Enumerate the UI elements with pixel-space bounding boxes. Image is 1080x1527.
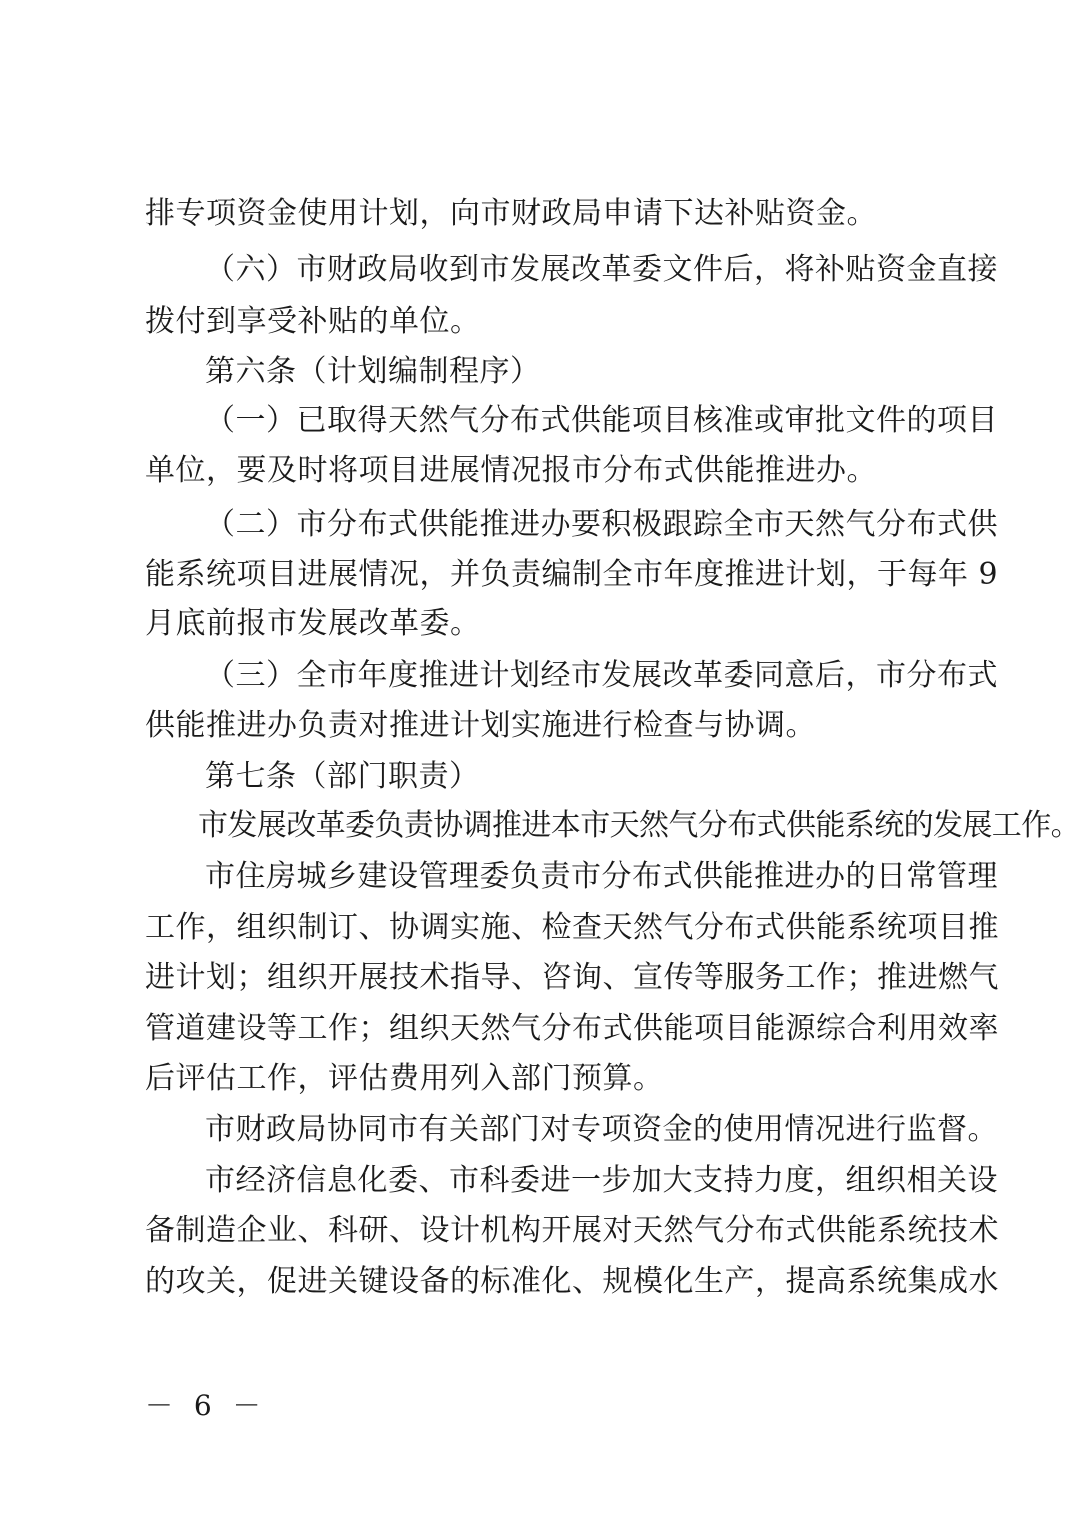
text-line: （三）全市年度推进计划经市发展改革委同意后，市分布式 xyxy=(205,658,998,693)
text-line: 管道建设等工作；组织天然气分布式供能项目能源综合利用效率 xyxy=(145,1011,999,1046)
text-line: （六）市财政局收到市发展改革委文件后，将补贴资金直接 xyxy=(205,252,998,287)
text-line: 工作，组织制订、协调实施、检查天然气分布式供能系统项目推 xyxy=(145,910,999,945)
text-line: 市经济信息化委、市科委进一步加大支持力度，组织相关设 xyxy=(205,1163,998,1198)
page-number: － 6 － xyxy=(145,1389,267,1422)
text-line: 单位，要及时将项目进展情况报市分布式供能推进办。 xyxy=(145,453,877,488)
text-line: 拨付到享受补贴的单位。 xyxy=(145,304,481,339)
text-line: 市住房城乡建设管理委负责市分布式供能推进办的日常管理 xyxy=(205,859,998,894)
section-heading: 第六条（计划编制程序） xyxy=(205,354,541,389)
text-line: （一）已取得天然气分布式供能项目核准或审批文件的项目 xyxy=(205,403,998,438)
text-line: 进计划；组织开展技术指导、咨询、宣传等服务工作；推进燃气 xyxy=(145,960,999,995)
text-line: 的攻关，促进关键设备的标准化、规模化生产，提高系统集成水 xyxy=(145,1264,999,1299)
text-line: 后评估工作，评估费用列入部门预算。 xyxy=(145,1061,664,1096)
text-line: 备制造企业、科研、设计机构开展对天然气分布式供能系统技术 xyxy=(145,1213,999,1248)
text-line: 市财政局协同市有关部门对专项资金的使用情况进行监督。 xyxy=(205,1112,998,1147)
text-line: 月底前报市发展改革委。 xyxy=(145,606,481,641)
text-line: 供能推进办负责对推进计划实施进行检查与协调。 xyxy=(145,708,816,743)
text-line: 能系统项目进展情况，并负责编制全市年度推进计划，于每年 9 xyxy=(145,557,999,592)
section-heading: 第七条（部门职责） xyxy=(205,759,480,794)
text-line: 市发展改革委负责协调推进本市天然气分布式供能系统的发展工作。 xyxy=(198,808,1080,843)
text-line: 排专项资金使用计划，向市财政局申请下达补贴资金。 xyxy=(145,196,877,231)
text-line: （二）市分布式供能推进办要积极跟踪全市天然气分布式供 xyxy=(205,507,998,542)
